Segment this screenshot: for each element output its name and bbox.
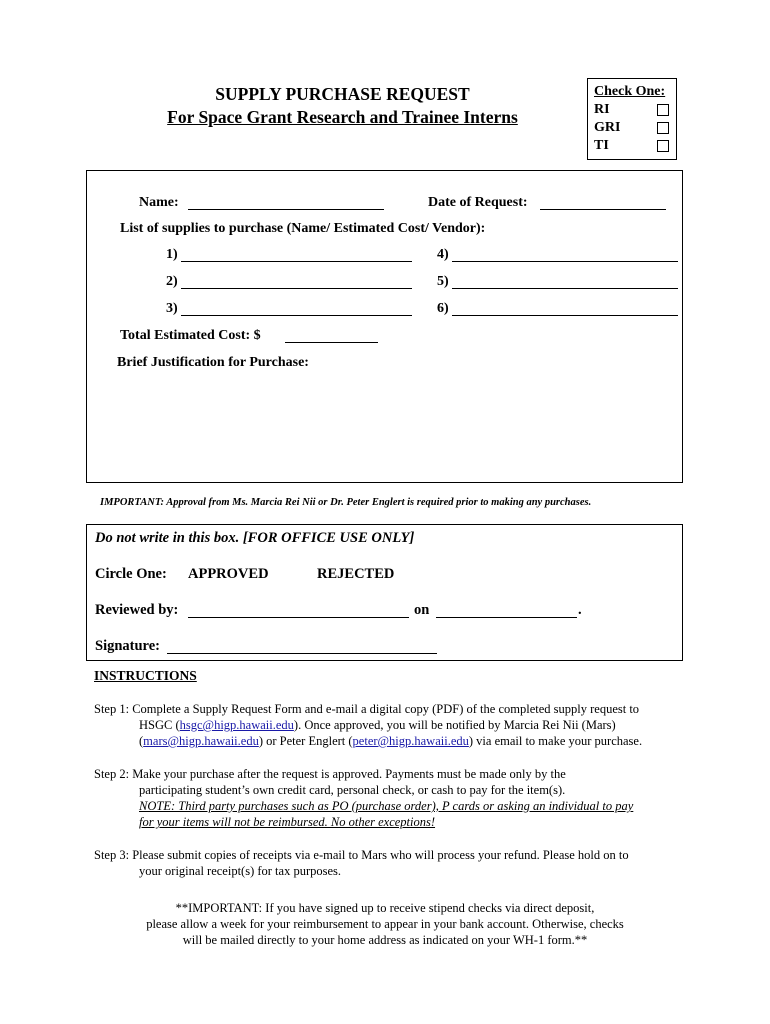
page-title: SUPPLY PURCHASE REQUEST: [215, 84, 470, 104]
final-note-line-3: will be mailed directly to your home address as indicated on your WH-1 form.**: [182, 933, 588, 947]
step-3-line-1: Step 3: Please submit copies of receipts via e-mail to Mars who will process your refund. Please hold on to: [94, 848, 629, 862]
step-3-line-2: your original receipt(s) for tax purposes.: [139, 864, 342, 878]
circle-one-label: Circle One:: [95, 566, 167, 582]
item-6-number: 6): [437, 301, 449, 316]
step-1-line-3-post: ) via email to make your purchase.: [468, 734, 643, 748]
item-2-field[interactable]: [181, 288, 412, 289]
step-1-line-2: [139, 717, 616, 733]
check-one-label: Check One:: [594, 84, 666, 99]
option-ti-label: TI: [594, 138, 609, 153]
approval-notice: IMPORTANT: Approval from Ms. Marcia Rei Nii or Dr. Peter Englert is required prior to making any purchases.: [100, 497, 592, 508]
item-4-number: 4): [437, 247, 449, 262]
justification-area[interactable]: [117, 375, 667, 475]
on-label: on: [414, 602, 430, 618]
step-2-line-2: participating student’s own credit card, personal check, or cash to pay for the item(s).: [139, 783, 566, 797]
name-field[interactable]: [188, 209, 384, 210]
step-1-line-3-pre: (: [139, 734, 144, 748]
signature-label: Signature:: [95, 638, 160, 654]
step-2-note-line-1: NOTE: Third party purchases such as PO (purchase order), P cards or asking an individual to pay: [139, 799, 634, 813]
item-4-field[interactable]: [452, 261, 678, 262]
item-1-field[interactable]: [181, 261, 412, 262]
page-subtitle: For Space Grant Research and Trainee Interns: [167, 107, 518, 127]
mars-email-link[interactable]: mars@higp.hawaii.edu: [143, 734, 259, 748]
option-ti-checkbox[interactable]: [657, 140, 669, 152]
step-1-line-3-mid: ) or Peter Englert (: [258, 734, 353, 748]
item-5-number: 5): [437, 274, 449, 289]
step-2-line-1: Step 2: Make your purchase after the request is approved. Payments must be made only by the: [94, 767, 566, 781]
supplies-label: List of supplies to purchase (Name/ Estimated Cost/ Vendor):: [120, 221, 486, 236]
final-note-line-2: please allow a week for your reimbursement to appear in your bank account. Otherwise, checks: [146, 917, 624, 931]
signature-field[interactable]: [167, 653, 437, 654]
option-ri-checkbox[interactable]: [657, 104, 669, 116]
name-label: Name:: [139, 195, 179, 210]
reviewed-by-field[interactable]: [188, 617, 409, 618]
total-cost-field[interactable]: [285, 342, 378, 343]
date-field[interactable]: [540, 209, 666, 210]
peter-email-link[interactable]: peter@higp.hawaii.edu: [352, 734, 469, 748]
date-label: Date of Request:: [428, 195, 528, 210]
justification-label: Brief Justification for Purchase:: [117, 355, 309, 370]
office-heading: Do not write in this box. [FOR OFFICE USE ONLY]: [95, 530, 415, 546]
step-1-line-2-post: ). Once approved, you will be notified by Marcia Rei Nii (Mars): [293, 718, 616, 732]
item-3-field[interactable]: [181, 315, 412, 316]
option-ri-label: RI: [594, 102, 610, 117]
option-gri-checkbox[interactable]: [657, 122, 669, 134]
instructions-heading: INSTRUCTIONS: [94, 668, 197, 683]
step-1-line-3: [139, 733, 642, 749]
item-5-field[interactable]: [452, 288, 678, 289]
step-2-note-line-2: for your items will not be reimbursed. No other exceptions!: [139, 815, 436, 829]
option-gri-label: GRI: [594, 120, 621, 135]
review-period: .: [578, 602, 582, 618]
item-6-field[interactable]: [452, 315, 678, 316]
reviewed-by-label: Reviewed by:: [95, 602, 179, 618]
item-3-number: 3): [166, 301, 178, 316]
step-1-line-1: Step 1: Complete a Supply Request Form and e-mail a digital copy (PDF) of the completed supply request to: [94, 702, 640, 716]
item-1-number: 1): [166, 247, 178, 262]
rejected-option[interactable]: REJECTED: [317, 566, 395, 582]
total-cost-label: Total Estimated Cost: $: [120, 328, 261, 343]
approved-option[interactable]: APPROVED: [188, 566, 269, 582]
item-2-number: 2): [166, 274, 178, 289]
step-1-line-2-pre: HSGC (: [139, 718, 180, 732]
hsgc-email-link[interactable]: hsgc@higp.hawaii.edu: [179, 718, 294, 732]
review-date-field[interactable]: [436, 617, 577, 618]
final-note-line-1: **IMPORTANT: If you have signed up to receive stipend checks via direct deposit,: [175, 901, 595, 915]
